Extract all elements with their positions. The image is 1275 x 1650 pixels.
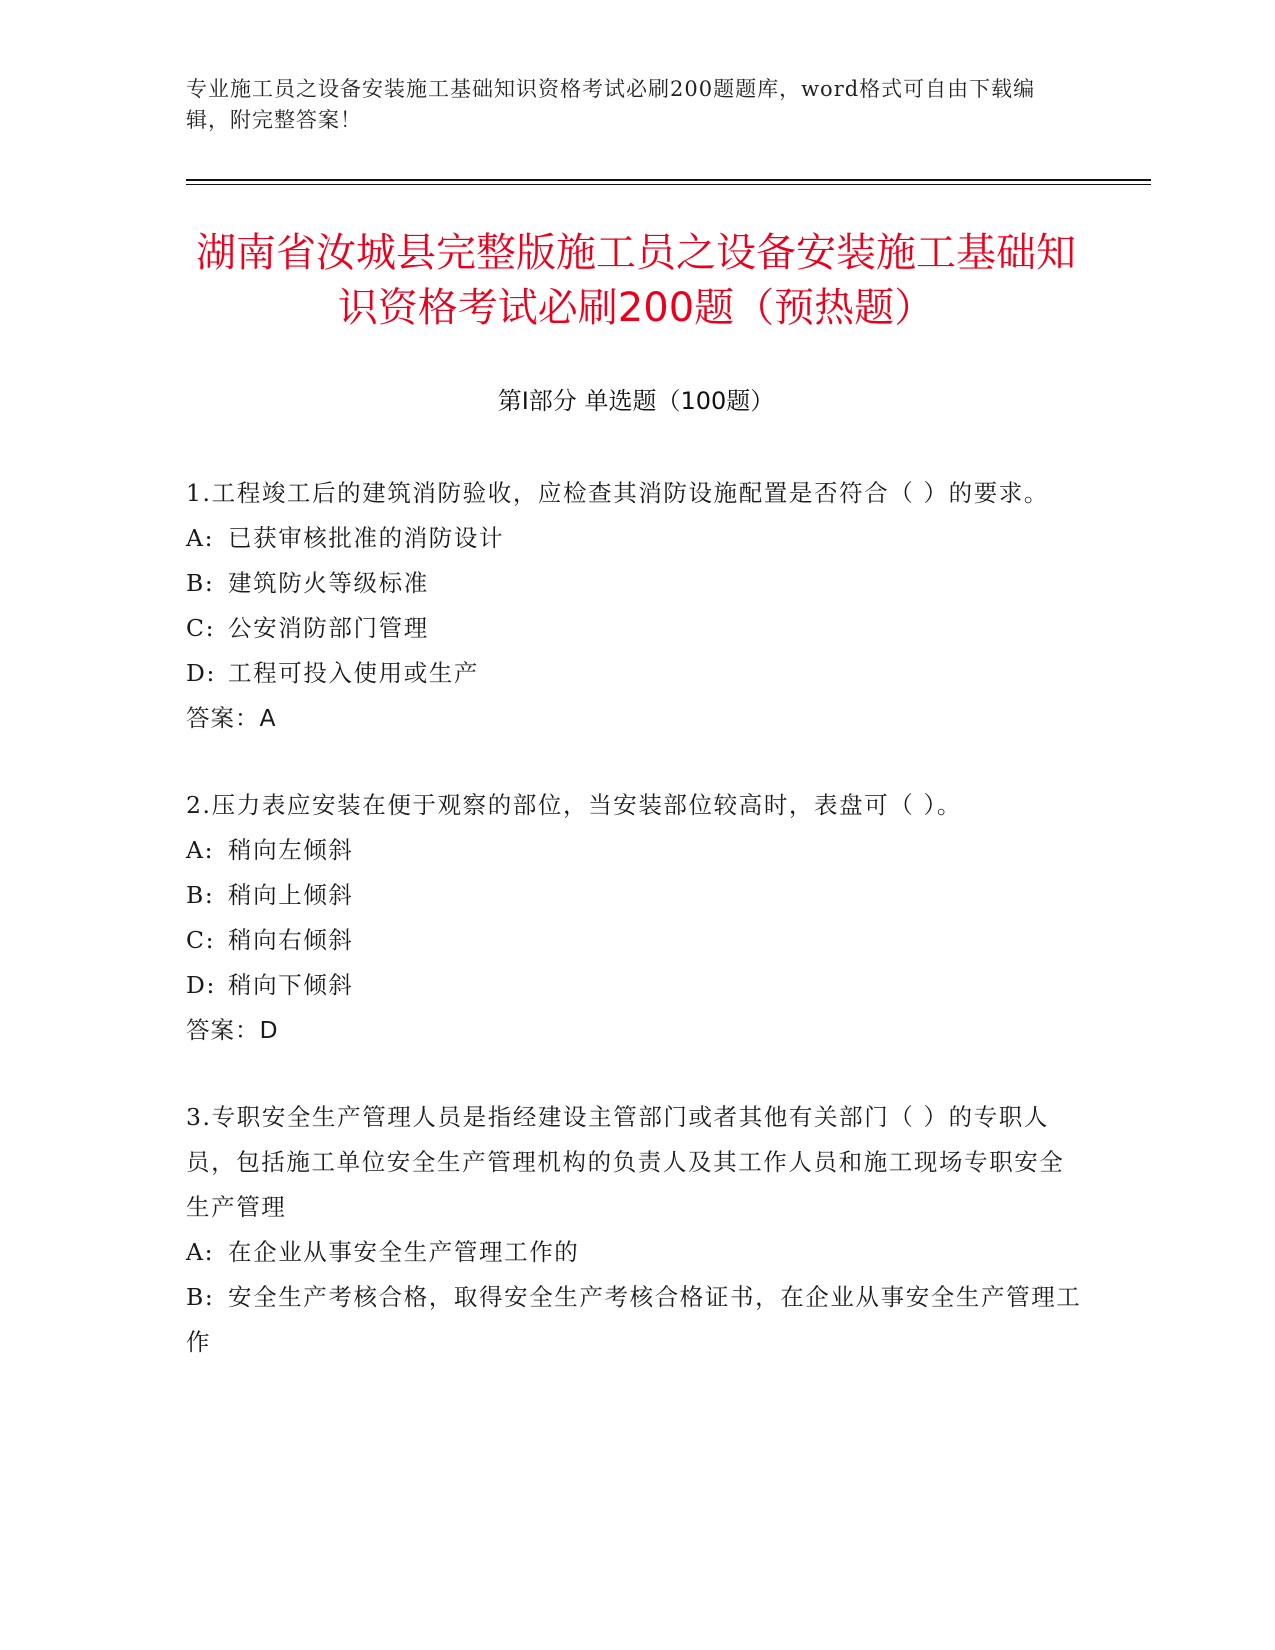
- option-a: [186, 828, 1086, 873]
- document-title: 湖南省汝城县完整版施工员之设备安装施工基础知识资格考试必刷200题（预热题）: [196, 230, 1076, 331]
- option-b: [186, 561, 1086, 606]
- option-c: [186, 606, 1086, 651]
- option-b: [186, 873, 1086, 918]
- option-text: 稍向右倾斜: [228, 926, 354, 954]
- option-letter: C:: [186, 614, 216, 642]
- option-a: [186, 516, 1086, 561]
- answer-line: 答案：D: [186, 1016, 279, 1044]
- question-list: [186, 471, 1086, 1407]
- section-title: 第Ⅰ部分 单选题（100题）: [497, 387, 775, 415]
- answer-line: 答案：A: [186, 704, 277, 732]
- question-3: [186, 1095, 1086, 1365]
- option-letter: A:: [186, 1238, 215, 1266]
- header-rule-thin: [186, 184, 1151, 185]
- option-text: 在企业从事安全生产管理工作的: [228, 1238, 580, 1266]
- question-stem: 2.压力表应安装在便于观察的部位，当安装部位较高时，表盘可（ ）。: [186, 791, 962, 819]
- header-rule-thick: [186, 179, 1151, 181]
- option-d: [186, 651, 1086, 696]
- option-letter: B:: [186, 881, 215, 909]
- option-text: 稍向上倾斜: [228, 881, 354, 909]
- option-letter: B:: [186, 569, 215, 597]
- option-letter: D:: [186, 971, 216, 999]
- option-letter: A:: [186, 524, 215, 552]
- option-text: 稍向下倾斜: [228, 971, 354, 999]
- option-a: [186, 1230, 1086, 1275]
- option-text: 稍向左倾斜: [228, 836, 354, 864]
- question-stem: 3.专职安全生产管理人员是指经建设主管部门或者其他有关部门（ ）的专职人员，包括施工单位安全生产管理机构的负责人及其工作人员和施工现场专职安全生产管理: [186, 1103, 1065, 1221]
- option-c: [186, 918, 1086, 963]
- option-letter: A:: [186, 836, 215, 864]
- option-letter: C:: [186, 926, 216, 954]
- question-stem: 1.工程竣工后的建筑消防验收，应检查其消防设施配置是否符合（ ）的要求。: [186, 479, 1049, 507]
- option-letter: D:: [186, 659, 216, 687]
- question-2: [186, 783, 1086, 1053]
- option-text: 安全生产考核合格，取得安全生产考核合格证书，在企业从事安全生产管理工作: [186, 1283, 1082, 1356]
- header-note: 专业施工员之设备安装施工基础知识资格考试必刷200题题库，word格式可自由下载编辑，附完整答案！: [186, 77, 1036, 132]
- option-text: 公安消防部门管理: [228, 614, 429, 642]
- option-text: 工程可投入使用或生产: [228, 659, 479, 687]
- option-d: [186, 963, 1086, 1008]
- option-letter: B:: [186, 1283, 215, 1311]
- question-1: [186, 471, 1086, 741]
- option-b: [186, 1275, 1086, 1365]
- option-text: 已获审核批准的消防设计: [228, 524, 505, 552]
- option-text: 建筑防火等级标准: [228, 569, 429, 597]
